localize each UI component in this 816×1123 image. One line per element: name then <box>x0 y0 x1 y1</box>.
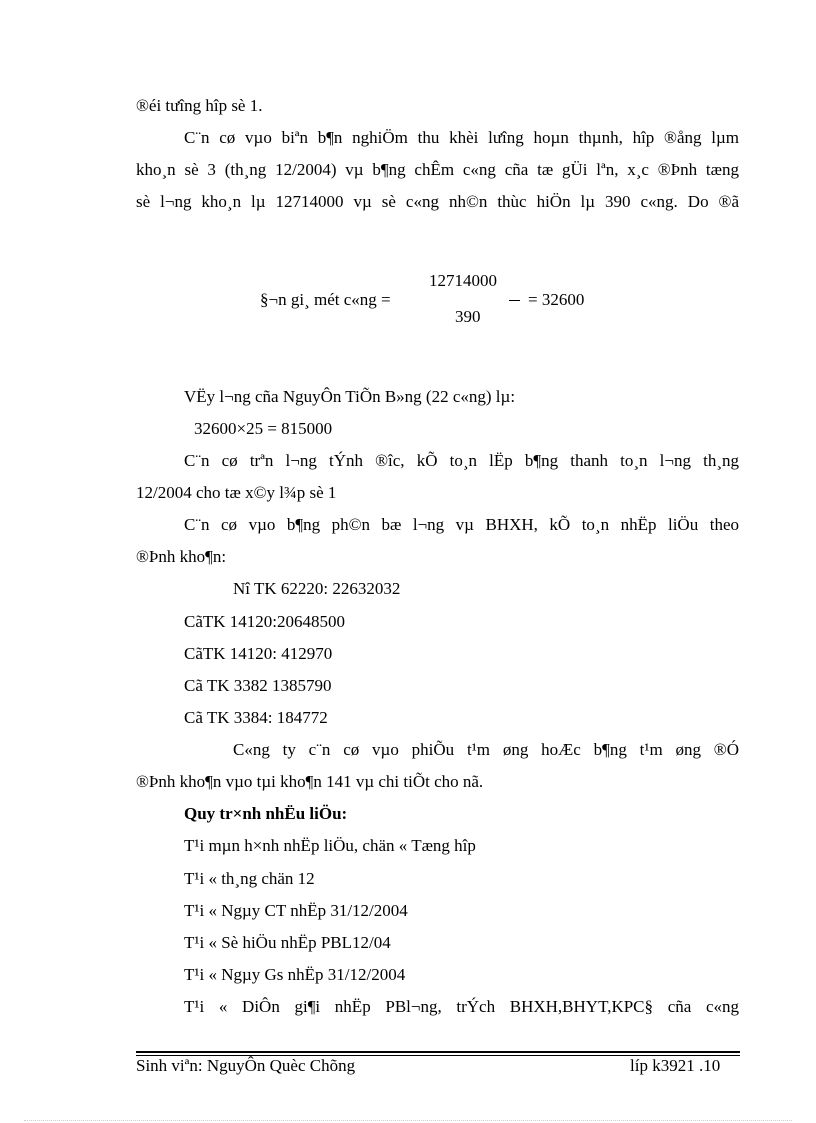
paragraph-line: sè l¬ng kho¸n lµ 12714000 vµ sè c«ng nh©n thùc hiÖn lµ 390 c«ng. Do ®ã <box>136 192 739 211</box>
entry-line: Nî TK 62220: 22632032 <box>233 579 401 598</box>
entry-line: Cã TK 3384: 184772 <box>184 708 328 727</box>
step-line: T¹i « Ngµy Gs nhËp 31/12/2004 <box>184 965 406 984</box>
footer-class: líp k3921 .10 <box>630 1056 721 1075</box>
step-line: T¹i « DiÔn gi¶i nhËp PBl¬ng, trÝch BHXH,BHYT,KPC§ cña c«ng <box>184 997 739 1016</box>
formula-result: = 32600 <box>528 290 585 309</box>
paragraph-line: ®Þnh kho¶n vµo tµi kho¶n 141 vµ chi tiÕt cho nã. <box>136 772 484 791</box>
formula-denominator: 390 <box>455 307 481 326</box>
paragraph-line: kho¸n sè 3 (th¸ng 12/2004) vµ b¶ng chÊm c«ng cña tæ gÜi lªn, x¸c ®Þnh tæng <box>136 160 739 179</box>
paragraph-line: 12/2004 cho tæ x©y l¾p sè 1 <box>136 483 337 502</box>
section-heading: Quy tr×nh nhËu liÖu: <box>184 804 348 823</box>
footer-author: Sinh viªn: NguyÔn Quèc Chõng <box>136 1056 356 1075</box>
footer-rule <box>136 1051 740 1053</box>
paragraph-line: C¨n cø vµo biªn b¶n nghiÖm thu khèi lưîng hoµn thµnh, hîp ®ång lµm <box>184 128 739 147</box>
paragraph-line: ®éi tưîng hîp sè 1. <box>136 96 263 115</box>
step-line: T¹i mµn h×nh nhËp liÖu, chän « Tæng hîp <box>184 836 476 855</box>
formula-numerator: 12714000 <box>429 271 497 290</box>
entry-line: Cã TK 3382 1385790 <box>184 676 332 695</box>
paragraph-line: ®Þnh kho¶n: <box>136 547 227 566</box>
paragraph-line: 32600×25 = 815000 <box>194 419 333 438</box>
paragraph-line: VËy l¬ng cña NguyÔn TiÕn B»ng (22 c«ng) lµ: <box>184 387 516 406</box>
entry-line: CãTK 14120: 412970 <box>184 644 333 663</box>
formula-label: §¬n gi¸ mét c«ng = <box>260 290 391 309</box>
fraction-bar <box>509 300 520 301</box>
paragraph-line: C¨n cø trªn l¬ng tÝnh ®îc, kÕ to¸n lËp b¶ng thanh to¸n l¬ng th¸ng <box>184 451 739 470</box>
entry-line: CãTK 14120:20648500 <box>184 612 346 631</box>
step-line: T¹i « th¸ng chän 12 <box>184 869 315 888</box>
page-edge-divider <box>24 1120 792 1121</box>
paragraph-line: C¨n cø vµo b¶ng ph©n bæ l¬ng vµ BHXH, kÕ to¸n nhËp liÖu theo <box>184 515 739 534</box>
step-line: T¹i « Ngµy CT nhËp 31/12/2004 <box>184 901 408 920</box>
step-line: T¹i « Sè hiÖu nhËp PBL12/04 <box>184 933 391 952</box>
paragraph-line: C«ng ty c¨n cø vµo phiÕu t¹m øng hoÆc b¶ng t¹m øng ®Ó <box>233 740 739 759</box>
